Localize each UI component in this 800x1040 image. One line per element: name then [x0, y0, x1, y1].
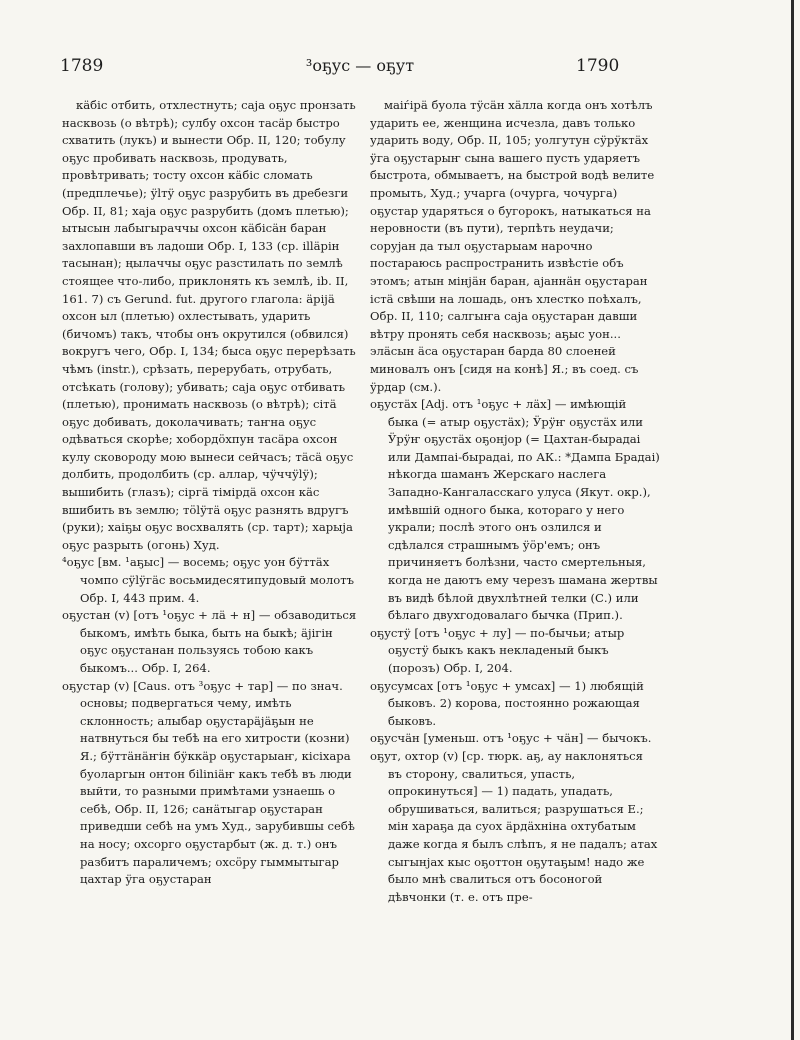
entry-definition: — 1) падать, упадать, обрушиваться, валиться; разрушаться Е.; мін хараҕа да суох äрдäхніна охтубатым даже когда я былъ слѣпъ, я не падалъ; атах сыгынјах кыс оҕоттон оҕутаҕым! надо же было мнѣ свалиться отъ босоногой дѣвчонки (т. е. отъ пре- [388, 784, 658, 904]
entry-headword: оҕут, охтор (v) [ср. тюрк. аҕ, ау наклоняться въ сторону, свалиться, упасть, опрокинуться] [370, 748, 643, 799]
entry-headword: оҕустан (v) [отъ ¹оҕус + лä + н] [62, 608, 256, 623]
dictionary-entry [370, 396, 660, 625]
page-number-left: 1789 [60, 56, 104, 76]
page-number-right: 1790 [576, 56, 620, 76]
dictionary-entry [62, 554, 358, 607]
page-edge-rule [791, 0, 794, 1040]
entry-headword: оҕусчäн [уменьш. отъ ¹оҕус + чäн] [370, 731, 584, 746]
entry-definition: — обзаводиться быкомъ, имѣть быка, быть на быкѣ; äјігін оҕус оҕустанан пользуясь тобою какъ быкомъ... Обр. I, 264. [80, 608, 357, 675]
entry-headword: оҕустäх [Adj. отъ ¹оҕус + лäх] [370, 397, 552, 412]
dictionary-entry [62, 607, 358, 677]
headword-range: ³оҕус — оҕут [305, 56, 415, 75]
page-header [0, 56, 800, 80]
entry-definition: — по-бычьи; атыр оҕустӱ быкъ какъ некладеный быкъ (порозъ) Обр. I, 204. [388, 625, 625, 675]
dictionary-entry [370, 730, 660, 748]
left-column [62, 97, 358, 1017]
entry-definition: — 1) любящій быковъ. 2) корова, постоянно рожающая быковъ. [388, 678, 644, 728]
entry-continuation: кäбіс отбить, отхлестнуть; саја оҕус пронзать насквозь (о вѣтрѣ); сулбу охсон тасäр быстро схватить (лукъ) и вынести Обр. II, 120; тобулу оҕус пробивать насквозь, продувать, провѣтривать; тосту охсон кäбіс сломать (предплечье); ӱlтӱ оҕус разрубить въ дребезги Обр. II, 81; хаја оҕус разрубить (домъ плетью); ытысын лабыгыраччы охсон кäбісäн баран захлопавши въ ладоши Обр. I, 133 (ср. illäрін тасынан); ңылаччы оҕус разстилать по землѣ стоящее что-либо, приклонять къ землѣ, ib. II, 161. 7) съ Gerund. fut. другого глагола: äрijä охсон ыл (плетью) охлестывать, ударить (бичомъ) такъ, чтобы онъ окрутился (обвился) вокругъ чего, Обр. I, 134; быса оҕус перерѣзать чѣмъ (instr.), срѣзать, перерубать, отрубать, отсѣкать (голову); убивать; саја оҕус отбивать (плетью), пронимать насквозь (о вѣтрѣ); сітä оҕус добивать, доколачивать; таҥна оҕус одѣваться скорѣе; хобордӧхпун тасäра охсон кулу сковороду мою вынеси сейчасъ; тäсä оҕус долбить, продолбить (ср. аллар, чӱччӱlӱ); вышибить (глазъ); сіргä тімірдä охсон кäс вшибить въ землю; тӧlӱтä оҕус разнять вдругъ (руки); хаіҕы оҕус восхвалять (ср. тарт); харыја оҕус разрыть (огонь) Худ. [62, 98, 356, 552]
entry-headword: оҕустар (v) [Caus. отъ ³оҕус + тар] [62, 678, 274, 693]
entry-definition: — бычокъ. [583, 731, 652, 746]
entry-definition: — восемь; оҕус уон бӱттäх чомпо сӱlӱгäс восьмидесятипудовый молотъ Обр. I, 443 прим. 4. [80, 555, 355, 605]
entry-headword: оҕустӱ [отъ ¹оҕус + лу] [370, 625, 512, 640]
entry-headword: ⁴оҕус [вм. ¹аҕыс] [62, 555, 165, 570]
entry-continuation: маіѓірä буола тӱсäн хäлла когда онъ хотѣлъ ударить ее, женщина исчезла, давъ только ударить воду, Обр. II, 105; уолгутун сӱрӱктäх ӱга оҕустарыҥ сына вашего пусть ударяетъ быстрота, обмываетъ, на быстрой водѣ велите промыть, Худ.; учарга (очурга, чочурга) оҕустар ударяться о бугорокъ, натыкаться на неровности (въ пути), терпѣть неудачи; сорујан да тыл оҕустарыам нарочно постараюсь распространить извѣстіе объ этомъ; атын мінјäн баран, ајаннäн оҕустаран істä свѣши на лошадь, онъ хлестко поѣхалъ, Обр. II, 110; салгыҥа саја оҕустаран давши вѣтру пронять себя насквозь; аҕыс уон... элäсын äса оҕустаран барда 80 слоеней миновалъ онъ [сидя на конѣ] Я.; въ соед. съ ӱрдар (см.). [370, 98, 655, 394]
entry-headword: оҕусумсах [отъ ¹оҕус + умсах] [370, 678, 556, 693]
entry-definition: — имѣющій быка (= атыр оҕустäх); Ӱрӱҥ оҕустäх или Ӱрӱҥ оҕустäх оҕонјор (= Цахтан-бырадаі или Дампаі-бырадаі, по АК.: *Дампа Брадаі) нѣкогда шаманъ Жерскаго наслега Западно-Кангаласскаго улуса (Якут. окр.), имѣвшій одного быка, котораго у него украли; послѣ этого онъ озлился и сдѣлался страшнымъ ӱӧр'емъ; онъ причиняетъ болѣзни, часто смертельныя, когда не даютъ ему черезъ шамана жертвы въ видѣ бѣлой двухлѣтней телки (С.) или бѣлаго двухгодовалаго бычка (Прип.). [388, 397, 660, 623]
right-column [370, 97, 660, 904]
entry-definition: — по знач. основы; подвергаться чему, имѣть склонность; алыбар оҕустарäјäҕын не натвнуться бы тебѣ на его хитрости (козни) Я.; бӱттäнäҥін бӱккäр оҕустарыаҥ, кісіхара буоларгын онтон біlіniäҥ какъ тебѣ въ люди выйти, то разными примѣтами узнаешь о себѣ, Обр. II, 126; санäтыгар оҕустаран приведши себѣ на умъ Худ., зарубившы себѣ на носу; охсорго оҕустарбыт (ж. д. т.) онъ разбитъ параличемъ; охсӧру гыммытыгар цахтар ӱга оҕустаран [80, 678, 355, 887]
dictionary-entry [370, 625, 660, 678]
dictionary-entry [62, 678, 358, 889]
dictionary-entry [370, 678, 660, 731]
dictionary-entry [370, 748, 660, 906]
